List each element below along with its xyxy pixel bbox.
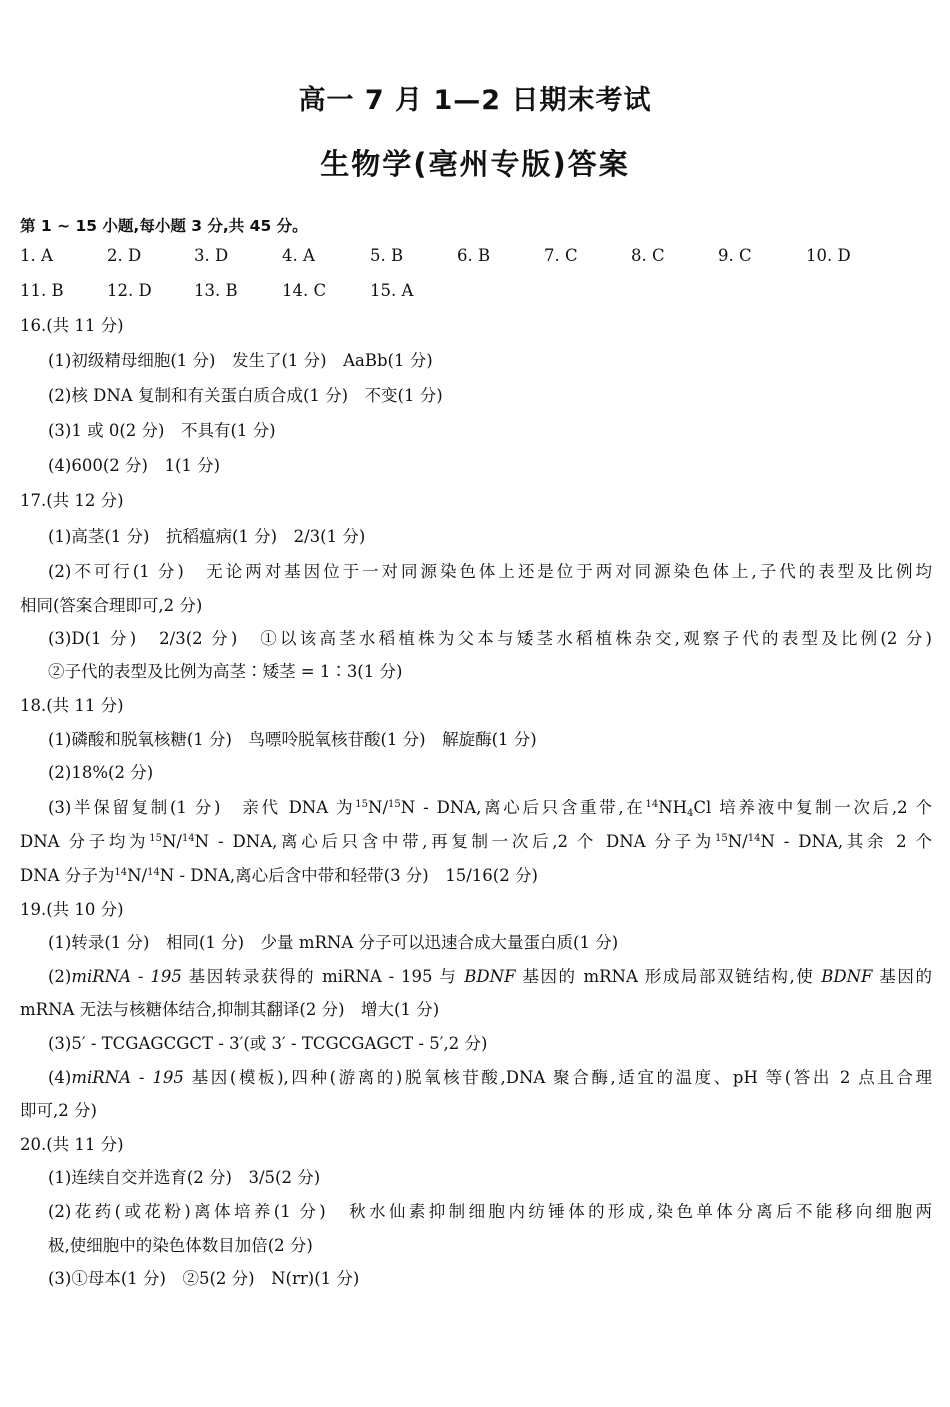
q18-answer-1: (1)磷酸和脱氧核糖(1 分) 鸟嘌呤脱氧核苷酸(1 分) 解旋酶(1 分): [48, 730, 537, 749]
q19-answer-2-line-1: (2)miRNA - 195 基因转录获得的 miRNA - 195 与 BDNF 基因的 mRNA 形成局部双链结构,使 BDNF 基因的: [48, 967, 932, 986]
mc-answer-2: 2. D: [107, 246, 142, 265]
mc-answer-14: 14. C: [282, 281, 327, 300]
q16-answer-2: (2)核 DNA 复制和有关蛋白质合成(1 分) 不变(1 分): [48, 386, 443, 405]
mc-answer-3: 3. D: [194, 246, 229, 265]
q19-answer-2-line-2: mRNA 无法与核糖体结合,抑制其翻译(2 分) 增大(1 分): [20, 1000, 440, 1019]
mc-answer-15: 15. A: [370, 281, 414, 300]
q18-answer-3-line-2: DNA 分子均为$^{15}$N/$^{14}$N - DNA,离心后只含中带,再复制一次后,2 个 DNA 分子为$^{15}$N/$^{14}$N - DNA,其余 2 个: [20, 832, 932, 851]
mc-answer-6: 6. B: [457, 246, 491, 265]
q19-answer-4-line-1: (4)miRNA - 195 基因(模板),四种(游离的)脱氧核苷酸,DNA 聚合酶,适宜的温度、pH 等(答出 2 点且合理: [48, 1068, 932, 1087]
q18-answer-2: (2)18%(2 分): [48, 763, 154, 782]
mc-answer-13: 13. B: [194, 281, 238, 300]
q20-answer-3: (3)①母本(1 分) ②5(2 分) N(rr)(1 分): [48, 1269, 360, 1288]
mc-answer-4: 4. A: [282, 246, 315, 265]
q18-header: 18.(共 11 分): [20, 696, 124, 715]
q18-answer-3-line-1: (3)半保留复制(1 分) 亲代 DNA 为$^{15}$N/$^{15}$N - DNA,离心后只含重带,在$^{14}NH_4Cl$ 培养液中复制一次后,2 个: [48, 798, 933, 819]
section-note: 第 1 ~ 15 小题,每小题 3 分,共 45 分。: [20, 217, 308, 235]
q16-answer-4: (4)600(2 分) 1(1 分): [48, 456, 221, 475]
mc-answer-12: 12. D: [107, 281, 152, 300]
q17-answer-1: (1)高茎(1 分) 抗稻瘟病(1 分) 2/3(1 分): [48, 527, 366, 546]
q19-answer-1: (1)转录(1 分) 相同(1 分) 少量 mRNA 分子可以迅速合成大量蛋白质(1 分): [48, 933, 619, 952]
q16-header: 16.(共 11 分): [20, 316, 124, 335]
q19-answer-4-line-2: 即可,2 分): [20, 1101, 97, 1120]
q16-answer-1: (1)初级精母细胞(1 分) 发生了(1 分) AaBb(1 分): [48, 351, 433, 370]
q18-answer-3-line-3: DNA 分子为$^{14}$N/$^{14}$N - DNA,离心后含中带和轻带(3 分) 15/16(2 分): [20, 866, 538, 885]
q20-answer-1: (1)连续自交并选育(2 分) 3/5(2 分): [48, 1168, 321, 1187]
q20-answer-2-line-1: (2)花药(或花粉)离体培养(1 分) 秋水仙素抑制细胞内纺锤体的形成,染色单体分离后不能移向细胞两: [48, 1202, 932, 1221]
q20-header: 20.(共 11 分): [20, 1135, 124, 1154]
q16-answer-3: (3)1 或 0(2 分) 不具有(1 分): [48, 421, 276, 440]
mc-answer-8: 8. C: [631, 246, 665, 265]
q17-header: 17.(共 12 分): [20, 491, 124, 510]
mc-answer-11: 11. B: [20, 281, 64, 300]
q17-answer-2-line-1: (2)不可行(1 分) 无论两对基因位于一对同源染色体上还是位于两对同源染色体上,子代的表型及比例均: [48, 562, 932, 581]
page-title: 高一 7 月 1—2 日期末考试: [298, 85, 652, 116]
page-subtitle: 生物学(亳州专版)答案: [320, 147, 630, 181]
q19-header: 19.(共 10 分): [20, 900, 124, 919]
q19-answer-3: (3)5′ - TCGAGCGCT - 3′(或 3′ - TCGCGAGCT - 5′,2 分): [48, 1034, 488, 1053]
q17-answer-3-line-1: (3)D(1 分) 2/3(2 分) ①以该高茎水稻植株为父本与矮茎水稻植株杂交,观察子代的表型及比例(2 分): [48, 629, 932, 648]
mc-answer-1: 1. A: [20, 246, 53, 265]
mc-answer-5: 5. B: [370, 246, 404, 265]
mc-answer-10: 10. D: [806, 246, 851, 265]
mc-answer-9: 9. C: [718, 246, 752, 265]
q20-answer-2-line-2: 极,使细胞中的染色体数目加倍(2 分): [48, 1236, 313, 1255]
mc-answer-7: 7. C: [544, 246, 578, 265]
q17-answer-3-line-2: ②子代的表型及比例为高茎∶矮茎 = 1∶3(1 分): [48, 662, 403, 681]
q17-answer-2-line-2: 相同(答案合理即可,2 分): [20, 596, 203, 615]
